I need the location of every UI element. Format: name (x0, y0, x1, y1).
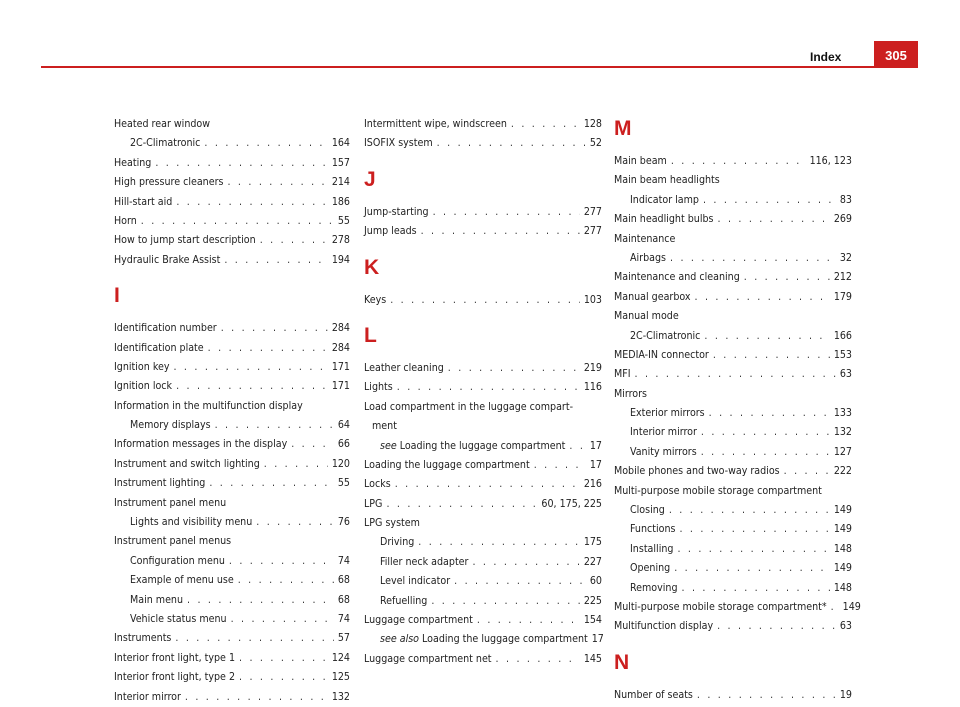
index-term: How to jump start description (114, 234, 256, 247)
page-ref: 171 (331, 360, 350, 373)
page-ref: 116 (583, 381, 602, 394)
index-entry (364, 495, 602, 514)
leader-dots (701, 423, 830, 442)
index-term: Hydraulic Brake Assist (114, 253, 221, 266)
page-ref: 63 (839, 620, 852, 633)
index-entry (114, 212, 350, 231)
page-ref: 60, 175, 225 (541, 497, 602, 510)
page-ref: 154 (583, 614, 602, 627)
page-ref: 219 (583, 361, 602, 374)
index-entry (364, 359, 602, 378)
index-term: Lights (364, 381, 393, 394)
page-ref: 157 (331, 156, 350, 169)
index-term: Identification plate (114, 341, 204, 354)
index-term: Removing (630, 581, 678, 594)
index-term: Instrument panel menus (114, 535, 232, 548)
index-subentry (114, 571, 350, 590)
page-ref: 149 (833, 562, 852, 575)
index-entry (114, 435, 350, 454)
page-ref: 133 (833, 407, 852, 420)
leader-dots (215, 416, 334, 435)
index-term: Locks (364, 478, 391, 491)
leader-dots (187, 591, 334, 610)
page-ref: 277 (583, 205, 602, 218)
index-term: High pressure cleaners (114, 176, 224, 189)
page-ref: 103 (583, 293, 602, 306)
index-term: Driving (380, 536, 415, 549)
see-also-reference (364, 630, 602, 649)
index-term: 2C-Climatronic (630, 329, 701, 342)
index-subentry (614, 559, 852, 578)
page-ref: 60 (589, 575, 602, 588)
index-entry (364, 203, 602, 222)
page-ref: 68 (337, 574, 350, 587)
section-letter-k: K (364, 255, 380, 279)
page-ref: 166 (833, 329, 852, 342)
index-term: ISOFIX system (364, 137, 433, 150)
index-entry (614, 210, 852, 229)
see-reference (364, 437, 602, 456)
page-ref: 128 (583, 118, 602, 130)
index-subentry (114, 552, 350, 571)
page-ref: 116, 123 (809, 155, 852, 167)
index-term: Opening (630, 562, 671, 575)
index-term: 2C-Climatronic (130, 137, 201, 150)
leader-dots (224, 251, 327, 270)
index-term: Interior mirror (630, 426, 697, 439)
leader-dots (670, 249, 836, 268)
index-term: Luggage compartment net (364, 652, 492, 665)
leader-dots (677, 540, 829, 559)
leader-dots (682, 579, 830, 598)
header-rule (41, 66, 918, 68)
index-term: LPG system (364, 517, 420, 530)
leader-dots (175, 629, 333, 648)
section-letter-n: N (614, 650, 630, 674)
leader-dots (176, 193, 328, 212)
index-entry (364, 611, 602, 630)
leader-dots (496, 650, 580, 669)
index-term: Example of menu use (130, 574, 234, 587)
index-term: Vanity mirrors (630, 445, 697, 458)
page-ref: 19 (839, 688, 852, 701)
index-term: Vehicle status menu (130, 612, 227, 625)
page-ref: 225 (583, 594, 602, 607)
leader-dots (421, 222, 580, 241)
page-ref: 124 (331, 651, 350, 664)
index-entry (364, 456, 602, 475)
index-entry (614, 288, 852, 307)
index-entry (114, 377, 350, 396)
index-entry (114, 339, 350, 358)
index-subentry (364, 592, 602, 611)
leader-dots (208, 339, 328, 358)
index-entry (614, 307, 852, 326)
index-entry (364, 134, 602, 153)
index-term: Instrument and switch lighting (114, 457, 260, 470)
page-ref: 212 (833, 271, 852, 284)
index-entry (114, 358, 350, 377)
page-ref: 175 (583, 536, 602, 549)
header-title: Index (810, 50, 842, 64)
leader-dots (831, 598, 839, 617)
leader-dots (386, 495, 537, 514)
leader-dots (176, 377, 328, 396)
page-ref: 284 (331, 322, 350, 335)
index-term: MEDIA-IN connector (614, 348, 709, 361)
index-entry (614, 346, 852, 365)
index-subentry (364, 572, 602, 591)
index-term: Loading the luggage compartment (364, 458, 530, 471)
index-term: Intermittent wipe, windscreen (364, 118, 507, 130)
leader-dots (717, 617, 836, 636)
index-term: Manual mode (614, 310, 679, 323)
index-subentry (114, 610, 350, 629)
leader-dots (569, 437, 585, 456)
leader-dots (239, 668, 328, 687)
index-term: Maintenance and cleaning (614, 271, 740, 284)
index-term: Multi-purpose mobile storage compartment* (614, 600, 827, 613)
index-term: LPG (364, 497, 383, 510)
leader-dots (238, 571, 334, 590)
section-letter-l: L (364, 323, 377, 347)
index-entry (614, 268, 852, 287)
index-subentry (614, 249, 852, 268)
index-entry (114, 668, 350, 687)
index-column-3 (614, 115, 861, 705)
index-entry (114, 115, 350, 134)
leader-dots (713, 346, 830, 365)
page-ref: 68 (337, 593, 350, 606)
page-ref: 127 (833, 445, 852, 458)
index-term: Heating (114, 156, 152, 169)
index-term: Interior front light, type 2 (114, 671, 236, 684)
index-entry (614, 598, 861, 617)
leader-dots (695, 288, 830, 307)
page-ref: 55 (337, 214, 350, 227)
page-ref: 277 (583, 225, 602, 238)
index-term: Instruments (114, 632, 172, 645)
leader-dots (697, 686, 836, 705)
index-entry (114, 193, 350, 212)
index-entry (614, 230, 852, 249)
leader-dots (260, 231, 328, 250)
page-ref: 120 (331, 457, 350, 470)
section-letter-m: M (614, 117, 632, 140)
index-entry (614, 171, 852, 190)
index-subentry (114, 416, 350, 435)
page-ref: 57 (337, 632, 350, 645)
leader-dots (264, 455, 328, 474)
index-term: Ignition lock (114, 380, 173, 393)
page-number-badge: 305 (874, 41, 918, 68)
leader-dots (397, 378, 580, 397)
page-ref: 17 (589, 458, 602, 471)
index-term: Filler neck adapter (380, 555, 469, 568)
page-ref: 227 (583, 555, 602, 568)
page-ref: 32 (839, 251, 852, 264)
page-ref: 63 (839, 368, 852, 381)
index-entry (114, 251, 350, 270)
index-term: Main beam (614, 155, 667, 167)
index-entry (114, 455, 350, 474)
page-ref: 55 (337, 477, 350, 490)
index-entry (364, 398, 602, 417)
page-ref: 74 (337, 612, 350, 625)
page-ref: 153 (833, 348, 852, 361)
page-ref: 17 (591, 633, 604, 646)
page-ref: 149 (833, 523, 852, 536)
leader-dots (448, 359, 580, 378)
page-ref: 171 (331, 380, 350, 393)
leader-dots (709, 404, 830, 423)
index-subentry (614, 191, 852, 210)
leader-dots (239, 649, 328, 668)
index-term: ment (372, 420, 397, 433)
index-term: Multifunction display (614, 620, 714, 633)
leader-dots (155, 154, 327, 173)
index-term: Jump leads (364, 225, 417, 238)
see-also-target: Loading the luggage compartment (422, 633, 588, 646)
index-term: Multi-purpose mobile storage compartment (614, 484, 822, 497)
page-ref: 64 (337, 419, 350, 432)
index-entry (614, 365, 852, 384)
leader-dots (390, 291, 580, 310)
index-term: Main beam headlights (614, 174, 720, 187)
leader-dots (534, 456, 586, 475)
page-ref: 148 (833, 542, 852, 555)
page-ref: 52 (589, 137, 602, 150)
page-ref: 76 (337, 516, 350, 529)
leader-dots (784, 462, 830, 481)
index-term: Closing (630, 504, 665, 517)
leader-dots (291, 435, 334, 454)
index-entry (614, 152, 852, 171)
leader-dots (511, 115, 580, 134)
index-term: Indicator lamp (630, 193, 699, 206)
index-entry (614, 462, 852, 481)
index-entry (114, 231, 350, 250)
index-term: Manual gearbox (614, 290, 691, 303)
see-label: see (380, 439, 397, 452)
page-ref: 125 (331, 671, 350, 684)
index-term: Memory displays (130, 419, 211, 432)
leader-dots (229, 552, 334, 571)
index-column-2 (364, 115, 602, 669)
page-ref: 66 (337, 438, 350, 451)
index-term: Mobile phones and two-way radios (614, 465, 780, 478)
index-entry (114, 629, 350, 648)
index-term: MFI (614, 368, 631, 381)
page-ref: 164 (331, 137, 350, 150)
page-ref: 132 (331, 690, 350, 703)
leader-dots (418, 533, 580, 552)
section-letter-i: I (114, 284, 120, 308)
leader-dots (477, 611, 580, 630)
index-subentry (614, 327, 852, 346)
index-term: Information in the multifunction display (114, 399, 303, 412)
index-term: Leather cleaning (364, 361, 444, 374)
page-ref: 17 (589, 439, 602, 452)
index-column-1 (114, 115, 350, 707)
leader-dots (703, 191, 836, 210)
index-entry (114, 397, 350, 416)
index-term: Ignition key (114, 360, 170, 373)
index-subentry (614, 423, 852, 442)
leader-dots (204, 134, 327, 153)
leader-dots (431, 592, 580, 611)
page-ref: 194 (331, 253, 350, 266)
leader-dots (221, 319, 328, 338)
leader-dots (671, 152, 806, 171)
leader-dots (674, 559, 830, 578)
index-entry (114, 154, 350, 173)
index-subentry (114, 591, 350, 610)
page-ref: 74 (337, 554, 350, 567)
index-term: Luggage compartment (364, 614, 473, 627)
index-term: Instrument lighting (114, 477, 206, 490)
page-ref: 284 (331, 341, 350, 354)
index-entry (614, 686, 852, 705)
leader-dots (256, 513, 334, 532)
leader-dots (472, 553, 579, 572)
index-entry-continued (364, 417, 602, 436)
leader-dots (395, 475, 580, 494)
page-ref: 179 (833, 290, 852, 303)
leader-dots (635, 365, 836, 384)
index-term: Airbags (630, 251, 666, 264)
index-entry (114, 474, 350, 493)
index-term: Lights and visibility menu (130, 516, 253, 529)
leader-dots (704, 327, 829, 346)
index-entry (114, 173, 350, 192)
index-entry (364, 514, 602, 533)
index-term: Level indicator (380, 575, 451, 588)
leader-dots (141, 212, 334, 231)
leader-dots (231, 610, 334, 629)
index-entry (114, 319, 350, 338)
page-ref: 149 (833, 504, 852, 517)
index-term: Functions (630, 523, 676, 536)
index-term: Installing (630, 542, 674, 555)
see-also-label: see also (380, 633, 420, 646)
leader-dots (185, 688, 328, 707)
index-entry (364, 222, 602, 241)
index-term: Configuration menu (130, 554, 225, 567)
leader-dots (227, 173, 327, 192)
index-entry (114, 649, 350, 668)
index-term: Information messages in the display (114, 438, 288, 451)
index-entry (114, 688, 350, 707)
index-subentry (614, 404, 852, 423)
index-term: Interior mirror (114, 690, 181, 703)
index-term: Refuelling (380, 594, 428, 607)
index-subentry (614, 579, 852, 598)
index-entry (364, 650, 602, 669)
index-entry (114, 532, 350, 551)
index-term: Jump-starting (364, 205, 429, 218)
leader-dots (744, 268, 830, 287)
page-ref: 83 (839, 193, 852, 206)
index-term: Number of seats (614, 688, 693, 701)
index-entry (364, 115, 602, 134)
index-entry (114, 494, 350, 513)
index-subentry (364, 553, 602, 572)
page-ref: 186 (331, 195, 350, 208)
page-ref: 216 (583, 478, 602, 491)
index-subentry (114, 134, 350, 153)
see-target: Loading the luggage compartment (399, 439, 566, 452)
index-entry (614, 385, 852, 404)
index-entry (364, 291, 602, 310)
leader-dots (433, 203, 580, 222)
index-subentry (614, 501, 852, 520)
index-term: Main menu (130, 593, 184, 606)
index-term: Mirrors (614, 387, 647, 400)
index-term: Load compartment in the luggage compart- (364, 400, 574, 413)
leader-dots (701, 443, 830, 462)
index-subentry (364, 533, 602, 552)
index-term: Identification number (114, 322, 217, 335)
index-term: Keys (364, 293, 387, 306)
leader-dots (454, 572, 586, 591)
page-ref: 148 (833, 581, 852, 594)
page-ref: 132 (833, 426, 852, 439)
page-ref: 222 (833, 465, 852, 478)
index-term: Heated rear window (114, 118, 211, 130)
index-entry (614, 482, 852, 501)
index-term: Interior front light, type 1 (114, 651, 236, 664)
leader-dots (679, 520, 829, 539)
index-subentry (614, 540, 852, 559)
leader-dots (437, 134, 586, 153)
index-term: Maintenance (614, 232, 676, 245)
leader-dots (718, 210, 830, 229)
page-ref: 269 (833, 213, 852, 226)
page-ref: 145 (583, 652, 602, 665)
index-subentry (114, 513, 350, 532)
section-letter-j: J (364, 167, 376, 191)
index-term: Main headlight bulbs (614, 213, 714, 226)
index-subentry (614, 443, 852, 462)
leader-dots (173, 358, 327, 377)
index-term: Exterior mirrors (630, 407, 705, 420)
page-ref: 149 (842, 600, 861, 613)
index-subentry (614, 520, 852, 539)
index-term: Hill-start aid (114, 195, 173, 208)
page-ref: 278 (331, 234, 350, 247)
index-term: Instrument panel menu (114, 496, 227, 509)
page-ref: 214 (331, 176, 350, 189)
leader-dots (209, 474, 334, 493)
index-entry (614, 617, 852, 636)
leader-dots (669, 501, 830, 520)
index-entry (364, 475, 602, 494)
index-entry (364, 378, 602, 397)
index-term: Horn (114, 214, 137, 227)
